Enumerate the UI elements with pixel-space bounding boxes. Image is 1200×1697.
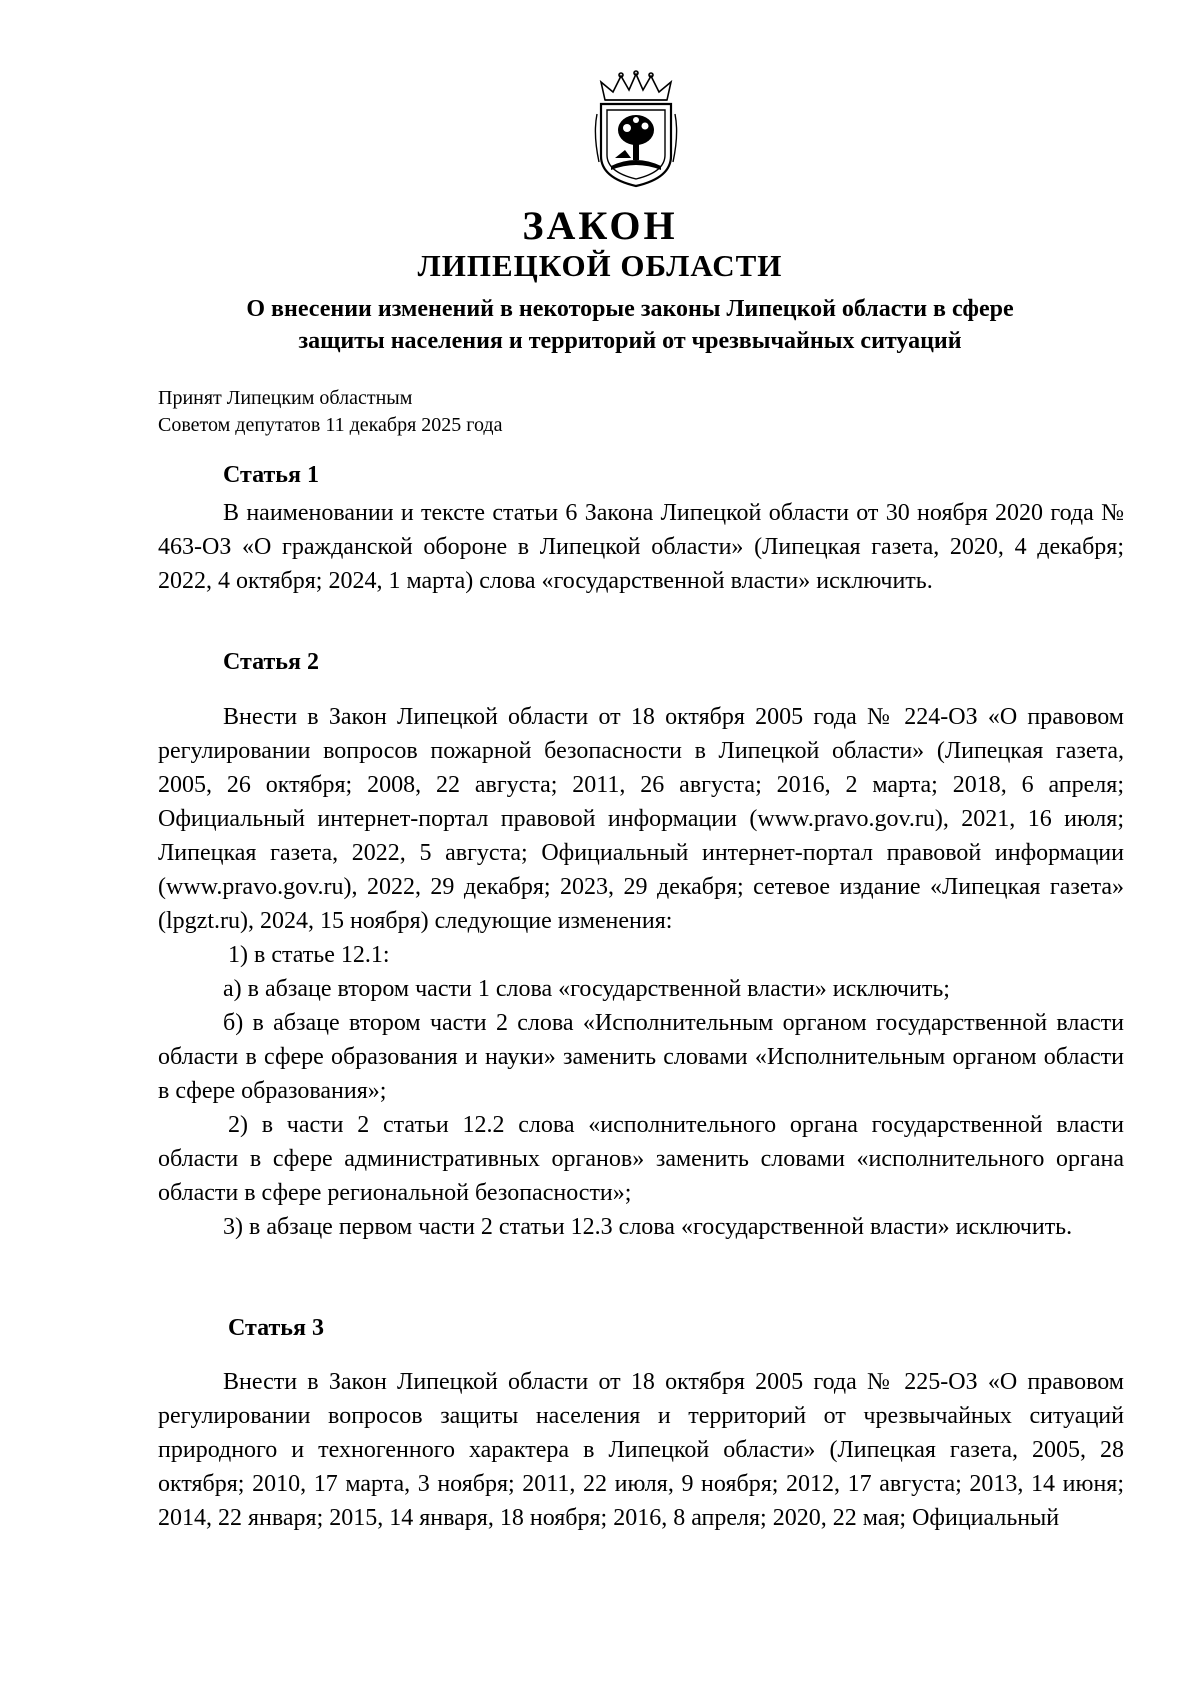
adoption-line: Принят Липецким областным — [158, 387, 413, 409]
subtitle-line: защиты населения и территорий от чрезвычайных ситуаций — [298, 328, 962, 354]
article-2-item-1a: а) в абзаце втором части 1 слова «государственной власти» исключить; — [223, 976, 950, 1002]
article-2-item-2: 2) в части 2 статьи 12.2 слова «исполнительного органа государственной власти области в сфере административных органов» заменить словами «исполнительного органа области в сфере региональной безопасности»; — [158, 1112, 1124, 1206]
adoption-line: Советом депутатов 11 декабря 2025 года — [158, 414, 503, 436]
lipetsk-coat-of-arms-icon — [591, 70, 681, 188]
document-subtitle — [150, 293, 1110, 357]
document-region: ЛИПЕЦКОЙ ОБЛАСТИ — [417, 248, 783, 283]
document-title: ЗАКОН — [522, 203, 678, 248]
subtitle-line: О внесении изменений в некоторые законы Липецкой области в сфере — [246, 296, 1014, 322]
article-2-heading: Статья 2 — [223, 649, 319, 675]
article-2-intro: Внести в Закон Липецкой области от 18 октября 2005 года № 224-ОЗ «О правовом регулировании вопросов пожарной безопасности в Липецкой области» (Липецкая газета, 2005, 26 октября; 2008, 22 августа; 2011, 26 августа; 2016, 2 марта; 2018, 6 апреля; Официальный интернет-портал правовой информации (www.pravo.gov.ru), 2021, 16 июля; Липецкая газета, 2022, 5 августа; Официальный интернет-портал правовой информации (www.pravo.gov.ru), 2022, 29 декабря; 2023, 29 декабря; сетевое издание «Липецкая газета» (lpgzt.ru), 2024, 15 ноября) следующие изменения: — [158, 704, 1124, 934]
article-2-item-3: 3) в абзаце первом части 2 статьи 12.3 слова «государственной власти» исключить. — [223, 1214, 1073, 1240]
article-3-text: Внести в Закон Липецкой области от 18 октября 2005 года № 225-ОЗ «О правовом регулировании вопросов защиты населения и территорий от чрезвычайных ситуаций природного и техногенного характера в Липецкой области» (Липецкая газета, 2005, 28 октября; 2010, 17 марта, 3 ноября; 2011, 22 июля, 9 ноября; 2012, 17 августа; 2013, 14 июня; 2014, 22 января; 2015, 14 января, 18 ноября; 2016, 8 апреля; 2020, 22 мая; Официальный — [158, 1369, 1124, 1531]
article-3-heading: Статья 3 — [228, 1315, 324, 1341]
article-2-item-1: 1) в статье 12.1: — [228, 942, 390, 968]
article-2-item-1b: б) в абзаце втором части 2 слова «Исполнительным органом государственной власти области в сфере образования и науки» заменить словами «Исполнительным органом области в сфере образования»; — [158, 1010, 1124, 1104]
article-1-text: В наименовании и тексте статьи 6 Закона Липецкой области от 30 ноября 2020 года № 463-ОЗ «О гражданской обороне в Липецкой области» (Липецкая газета, 2020, 4 декабря; 2022, 4 октября; 2024, 1 марта) слова «государственной власти» исключить. — [158, 500, 1124, 594]
adoption-note — [158, 385, 502, 439]
article-1-heading: Статья 1 — [223, 462, 319, 488]
